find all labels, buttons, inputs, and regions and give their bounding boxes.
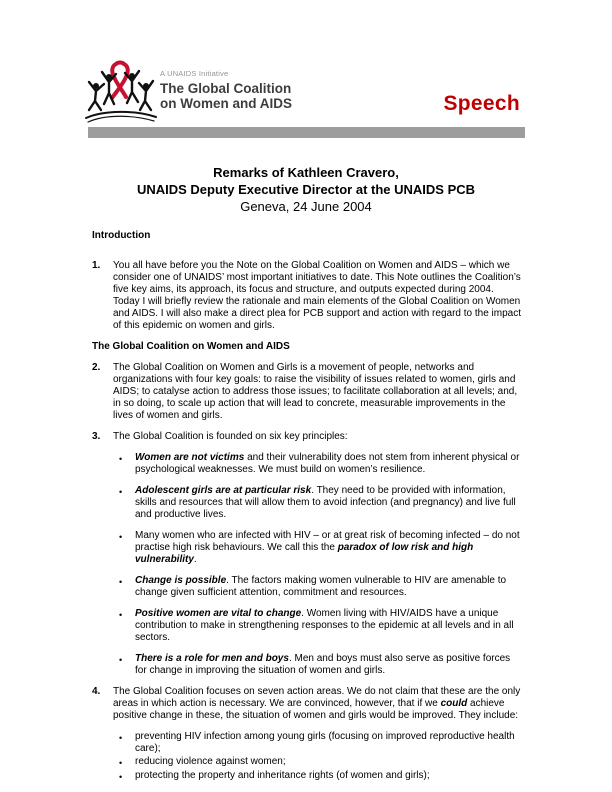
people-figures-icon <box>86 71 156 122</box>
logo-tagline: A UNAIDS Initiative <box>160 69 229 78</box>
paragraph-text: You all have before you the Note on the Global Coalition on Women and AIDS – which we consider one of UNAIDS’ most important initiatives to date. This Note outlines the Coalition’s five key aims, its approach, its focus and structure, and outputs expected during 2004. Today I will briefly review the rationale and main elements of the Global Coalition on Women and AIDS. I will also make a direct plea for PCB support and action with regard to the impact of this epidemic on women and girls. <box>113 260 521 331</box>
numbered-paragraph <box>92 260 521 332</box>
paragraph-text: The Global Coalition on Women and Girls is a movement of people, networks and organizations with four key goals: to raise the visibility of issues related to women, girls and AIDS; to catalyse action to address those issues; to facilitate collaboration at all levels; and, in so doing, to scale up action that will lead to concrete, measurable improvements in the lives of women and girls. <box>113 362 518 421</box>
paragraph-text: Introduction <box>92 230 151 241</box>
section-heading <box>92 230 521 242</box>
paragraph-text: Positive women are vital to change. Women living with HIV/AIDS have a unique contribution to make in strengthening responses to the epidemic at all levels and in all sectors. <box>135 608 514 643</box>
bullet-item <box>119 653 521 677</box>
bullet-item <box>119 608 521 644</box>
bullet-icon: • <box>119 772 123 782</box>
paragraph-text: The Global Coalition is founded on six key principles: <box>113 431 348 442</box>
bullet-item <box>119 452 521 476</box>
bullet-item <box>119 485 521 521</box>
bullet-icon: • <box>119 733 123 743</box>
paragraph-text: protecting the property and inheritance rights (of women and girls); <box>135 770 430 781</box>
document-body <box>92 230 521 784</box>
document-title <box>0 164 612 215</box>
numbered-paragraph <box>92 686 521 722</box>
section-heading <box>92 341 521 353</box>
list-number: 2. <box>92 362 101 373</box>
bullet-icon: • <box>119 454 123 464</box>
bullet-icon: • <box>119 610 123 620</box>
aids-ribbon-icon <box>112 63 128 99</box>
sub-bullet-item <box>119 731 521 755</box>
logo-name-line2: on Women and AIDS <box>160 95 293 111</box>
title-line-3: Geneva, 24 June 2004 <box>240 199 372 214</box>
paragraph-text: Women are not victims and their vulnerability does not stem from inherent physical or psychological weaknesses. We must build on women’s resilience. <box>135 452 520 475</box>
paragraph-text: preventing HIV infection among young girls (focusing on improved reproductive health care); <box>135 731 515 754</box>
title-line-1: Remarks of Kathleen Cravero, <box>213 165 399 180</box>
sub-bullet-item <box>119 770 521 783</box>
bullet-item <box>119 575 521 599</box>
paragraph-text: Change is possible. The factors making women vulnerable to HIV are amenable to change given sufficient attention, commitment and resources. <box>135 575 507 598</box>
list-number: 4. <box>92 686 101 697</box>
numbered-paragraph <box>92 431 521 443</box>
paragraph-text: Many women who are infected with HIV – or at great risk of becoming infected – do not practise high risk behaviours. We call this the paradox of low risk and high vulnerability. <box>135 530 520 565</box>
numbered-paragraph <box>92 362 521 422</box>
bullet-icon: • <box>119 532 123 542</box>
coalition-logo-text <box>160 70 292 111</box>
paragraph-text: reducing violence against women; <box>135 756 286 767</box>
bullet-icon: • <box>119 758 123 768</box>
list-number: 3. <box>92 431 101 442</box>
paragraph-text: The Global Coalition on Women and AIDS <box>92 341 290 352</box>
paragraph-text: There is a role for men and boys. Men and boys must also serve as positive forces for change in improving the situation of women and girls. <box>135 653 511 676</box>
bullet-icon: • <box>119 577 123 587</box>
sub-bullet-item <box>119 756 521 769</box>
bullet-icon: • <box>119 487 123 497</box>
header-divider-bar <box>88 127 525 138</box>
bullet-item <box>119 530 521 566</box>
coalition-logo-icon <box>84 60 158 128</box>
list-number: 1. <box>92 260 101 271</box>
title-line-2: UNAIDS Deputy Executive Director at the UNAIDS PCB <box>136 182 476 197</box>
paragraph-text: Adolescent girls are at particular risk. They need to be provided with information, skills and resources that will allow them to avoid infection (and pregnancy) and live full and productive lives. <box>135 485 516 520</box>
paragraph-text: The Global Coalition focuses on seven action areas. We do not claim that these are the only areas in which action is necessary. We are convinced, however, that if we could achieve positive change in these, the situation of women and girls would be improved. They include: <box>113 686 521 721</box>
logo-name-line1: The Global Coalition <box>160 80 292 96</box>
doc-type-label: Speech <box>443 92 520 115</box>
bullet-icon: • <box>119 655 123 665</box>
